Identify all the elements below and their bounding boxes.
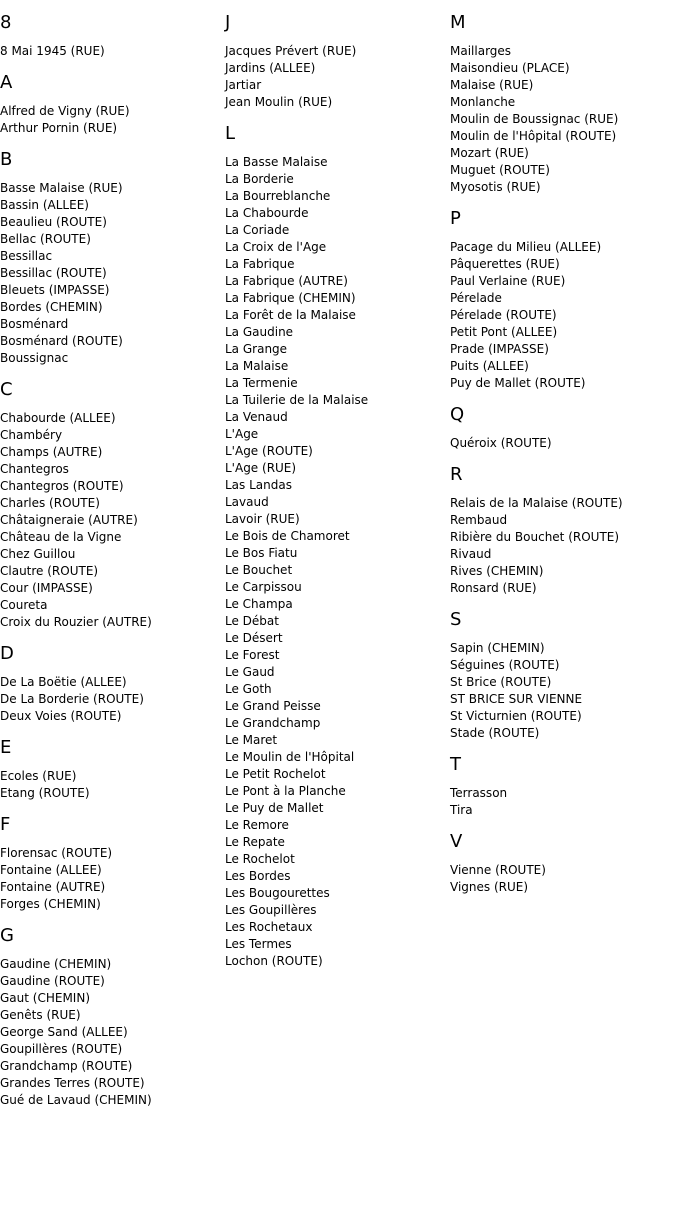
street-name: Beaulieu (ROUTE): [0, 215, 107, 229]
street-list: [0, 956, 224, 1109]
street-name: La Coriade: [225, 223, 290, 237]
letter-section: [0, 380, 224, 631]
street-name: Jardins (ALLEE): [225, 61, 316, 75]
letter-section: [450, 832, 674, 896]
street-name: 8 Mai 1945 (RUE): [0, 44, 105, 58]
street-name: Malaise (RUE): [450, 78, 534, 92]
section-letter-heading: C: [0, 379, 13, 400]
street-name: Goupillères (ROUTE): [0, 1042, 123, 1056]
section-letter-heading: L: [225, 123, 236, 144]
street-index-column-1: [0, 0, 224, 1109]
street-name: La Termenie: [225, 376, 298, 390]
street-name: Etang (ROUTE): [0, 786, 90, 800]
street-name: Pâquerettes (RUE): [450, 257, 560, 271]
street-name: Prade (IMPASSE): [450, 342, 549, 356]
section-letter-heading: M: [450, 12, 466, 33]
street-name: Lochon (ROUTE): [225, 954, 323, 968]
street-name: Vignes (RUE): [450, 880, 529, 894]
street-name: La Malaise: [225, 359, 289, 373]
letter-section: [450, 209, 674, 392]
street-name: Grandes Terres (ROUTE): [0, 1076, 145, 1090]
street-name: Jean Moulin (RUE): [225, 95, 333, 109]
section-letter-heading: A: [0, 72, 13, 93]
street-name: Moulin de l'Hôpital (ROUTE): [450, 129, 617, 143]
street-name: Pérelade: [450, 291, 502, 305]
street-name: Les Termes: [225, 937, 292, 951]
street-name: St Brice (ROUTE): [450, 675, 552, 689]
section-letter-heading: 8: [0, 12, 12, 33]
letter-section: [450, 465, 674, 597]
section-letter-heading: F: [0, 814, 11, 835]
street-name: Chabourde (ALLEE): [0, 411, 116, 425]
street-name: Maillarges: [450, 44, 512, 58]
letter-section: [225, 13, 449, 111]
street-name: Quéroix (ROUTE): [450, 436, 552, 450]
street-name: La Grange: [225, 342, 288, 356]
street-name: La Borderie: [225, 172, 294, 186]
street-name: George Sand (ALLEE): [0, 1025, 128, 1039]
street-name: La Bourreblanche: [225, 189, 331, 203]
street-list: [0, 410, 224, 631]
street-name: Le Rochelot: [225, 852, 295, 866]
street-list: [0, 43, 224, 60]
street-name: ST BRICE SUR VIENNE: [450, 692, 583, 706]
street-name: La Chabourde: [225, 206, 309, 220]
section-letter-heading: P: [450, 208, 461, 229]
street-name: Pérelade (ROUTE): [450, 308, 557, 322]
section-letter-heading: D: [0, 643, 14, 664]
street-name: Puy de Mallet (ROUTE): [450, 376, 586, 390]
street-name: Bleuets (IMPASSE): [0, 283, 110, 297]
street-name: La Fabrique (AUTRE): [225, 274, 348, 288]
street-name: Bordes (CHEMIN): [0, 300, 103, 314]
letter-section: [450, 405, 674, 452]
street-name: Bessillac (ROUTE): [0, 266, 107, 280]
street-name: Bosménard (ROUTE): [0, 334, 123, 348]
street-name: Relais de la Malaise (ROUTE): [450, 496, 623, 510]
street-name: Ecoles (RUE): [0, 769, 77, 783]
street-name: Las Landas: [225, 478, 292, 492]
street-name: Les Rochetaux: [225, 920, 313, 934]
street-name: Petit Pont (ALLEE): [450, 325, 558, 339]
street-name: De La Boëtie (ALLEE): [0, 675, 127, 689]
letter-section: [450, 610, 674, 742]
street-name: La Basse Malaise: [225, 155, 328, 169]
letter-section: [0, 738, 224, 802]
street-name: Chantegros (ROUTE): [0, 479, 124, 493]
street-name: Fontaine (AUTRE): [0, 880, 106, 894]
section-letter-heading: B: [0, 149, 13, 170]
letter-section: [0, 73, 224, 137]
street-name: Le Bouchet: [225, 563, 293, 577]
street-name: Mozart (RUE): [450, 146, 529, 160]
street-name: Puits (ALLEE): [450, 359, 529, 373]
street-name: Les Bougourettes: [225, 886, 330, 900]
street-name: Bessillac: [0, 249, 53, 263]
street-list: [0, 180, 224, 367]
street-name: Cour (IMPASSE): [0, 581, 93, 595]
street-name: Le Débat: [225, 614, 279, 628]
street-name: Basse Malaise (RUE): [0, 181, 123, 195]
street-list: [0, 674, 224, 725]
street-name: Alfred de Vigny (RUE): [0, 104, 130, 118]
street-index-column-3: [450, 0, 674, 896]
street-name: Le Repate: [225, 835, 285, 849]
street-name: Ronsard (RUE): [450, 581, 537, 595]
street-name: Chambéry: [0, 428, 63, 442]
section-letter-heading: G: [0, 925, 14, 946]
street-name: Deux Voies (ROUTE): [0, 709, 122, 723]
street-name: Châtaigneraie (AUTRE): [0, 513, 138, 527]
letter-section: [450, 755, 674, 819]
street-name: Le Champa: [225, 597, 293, 611]
street-name: Moulin de Boussignac (RUE): [450, 112, 619, 126]
street-name: Le Grandchamp: [225, 716, 321, 730]
letter-section: [0, 926, 224, 1109]
street-name: Jacques Prévert (RUE): [225, 44, 357, 58]
street-name: Château de la Vigne: [0, 530, 122, 544]
street-name: Bassin (ALLEE): [0, 198, 89, 212]
street-name: Le Petit Rochelot: [225, 767, 326, 781]
street-name: Gaudine (CHEMIN): [0, 957, 112, 971]
street-name: Le Bois de Chamoret: [225, 529, 350, 543]
street-name: Le Goth: [225, 682, 272, 696]
street-name: Chez Guillou: [0, 547, 76, 561]
section-letter-heading: J: [225, 12, 231, 33]
street-name: Gaut (CHEMIN): [0, 991, 90, 1005]
street-list: [225, 154, 449, 970]
street-name: Pacage du Milieu (ALLEE): [450, 240, 602, 254]
street-list: [450, 43, 674, 196]
street-name: Arthur Pornin (RUE): [0, 121, 118, 135]
street-name: L'Age (ROUTE): [225, 444, 313, 458]
letter-section: [0, 644, 224, 725]
street-name: Les Bordes: [225, 869, 291, 883]
street-name: Myosotis (RUE): [450, 180, 541, 194]
street-name: Le Pont à la Planche: [225, 784, 346, 798]
section-letter-heading: Q: [450, 404, 465, 425]
street-name: La Gaudine: [225, 325, 294, 339]
street-name: Sapin (CHEMIN): [450, 641, 545, 655]
street-list: [450, 239, 674, 392]
street-index-column-2: [225, 0, 449, 970]
street-name: Rivaud: [450, 547, 492, 561]
street-name: Chantegros: [0, 462, 69, 476]
street-name: Les Goupillères: [225, 903, 317, 917]
street-name: Maisondieu (PLACE): [450, 61, 570, 75]
street-name: Lavaud: [225, 495, 269, 509]
street-name: Croix du Rouzier (AUTRE): [0, 615, 152, 629]
street-name: La Croix de l'Age: [225, 240, 327, 254]
street-name: Florensac (ROUTE): [0, 846, 113, 860]
street-name: Fontaine (ALLEE): [0, 863, 102, 877]
street-name: Le Carpissou: [225, 580, 302, 594]
street-name: Rembaud: [450, 513, 508, 527]
street-name: Clautre (ROUTE): [0, 564, 99, 578]
street-name: Grandchamp (ROUTE): [0, 1059, 133, 1073]
street-name: La Fabrique (CHEMIN): [225, 291, 356, 305]
street-list: [450, 862, 674, 896]
street-name: Vienne (ROUTE): [450, 863, 546, 877]
street-name: Bosménard: [0, 317, 69, 331]
street-name: St Victurnien (ROUTE): [450, 709, 582, 723]
street-name: Terrasson: [450, 786, 508, 800]
letter-section: [225, 124, 449, 970]
street-list: [450, 495, 674, 597]
street-name: Gué de Lavaud (CHEMIN): [0, 1093, 152, 1107]
street-list: [450, 640, 674, 742]
street-list: [225, 43, 449, 111]
street-name: Lavoir (RUE): [225, 512, 300, 526]
section-letter-heading: V: [450, 831, 463, 852]
street-name: Le Désert: [225, 631, 283, 645]
street-name: Jartiar: [225, 78, 262, 92]
street-name: Charles (ROUTE): [0, 496, 100, 510]
section-letter-heading: T: [450, 754, 461, 775]
street-list: [0, 845, 224, 913]
street-name: La Fabrique: [225, 257, 295, 271]
street-name: De La Borderie (ROUTE): [0, 692, 144, 706]
street-name: Genêts (RUE): [0, 1008, 81, 1022]
street-name: Monlanche: [450, 95, 516, 109]
street-name: Gaudine (ROUTE): [0, 974, 105, 988]
street-name: Muguet (ROUTE): [450, 163, 550, 177]
street-name: Le Forest: [225, 648, 280, 662]
street-name: Le Grand Peisse: [225, 699, 321, 713]
street-name: Coureta: [0, 598, 48, 612]
section-letter-heading: R: [450, 464, 463, 485]
section-letter-heading: S: [450, 609, 462, 630]
street-name: Le Puy de Mallet: [225, 801, 324, 815]
street-name: Le Remore: [225, 818, 289, 832]
street-name: Le Bos Fiatu: [225, 546, 298, 560]
street-name: Le Moulin de l'Hôpital: [225, 750, 355, 764]
street-name: Forges (CHEMIN): [0, 897, 101, 911]
street-list: [450, 785, 674, 819]
street-name: Paul Verlaine (RUE): [450, 274, 566, 288]
section-letter-heading: E: [0, 737, 12, 758]
street-list: [0, 768, 224, 802]
street-name: La Tuilerie de la Malaise: [225, 393, 369, 407]
street-list: [450, 435, 674, 452]
street-name: Boussignac: [0, 351, 69, 365]
street-name: Le Gaud: [225, 665, 275, 679]
street-name: Tira: [450, 803, 473, 817]
letter-section: [450, 13, 674, 196]
street-name: Ribière du Bouchet (ROUTE): [450, 530, 620, 544]
street-name: L'Age (RUE): [225, 461, 297, 475]
street-list: [0, 103, 224, 137]
street-name: La Venaud: [225, 410, 288, 424]
street-name: L'Age: [225, 427, 259, 441]
letter-section: [0, 13, 224, 60]
street-name: Bellac (ROUTE): [0, 232, 91, 246]
street-name: Champs (AUTRE): [0, 445, 103, 459]
street-name: Stade (ROUTE): [450, 726, 540, 740]
street-name: Le Maret: [225, 733, 278, 747]
letter-section: [0, 150, 224, 367]
street-name: Rives (CHEMIN): [450, 564, 544, 578]
street-name: Séguines (ROUTE): [450, 658, 560, 672]
letter-section: [0, 815, 224, 913]
street-name: La Forêt de la Malaise: [225, 308, 356, 322]
